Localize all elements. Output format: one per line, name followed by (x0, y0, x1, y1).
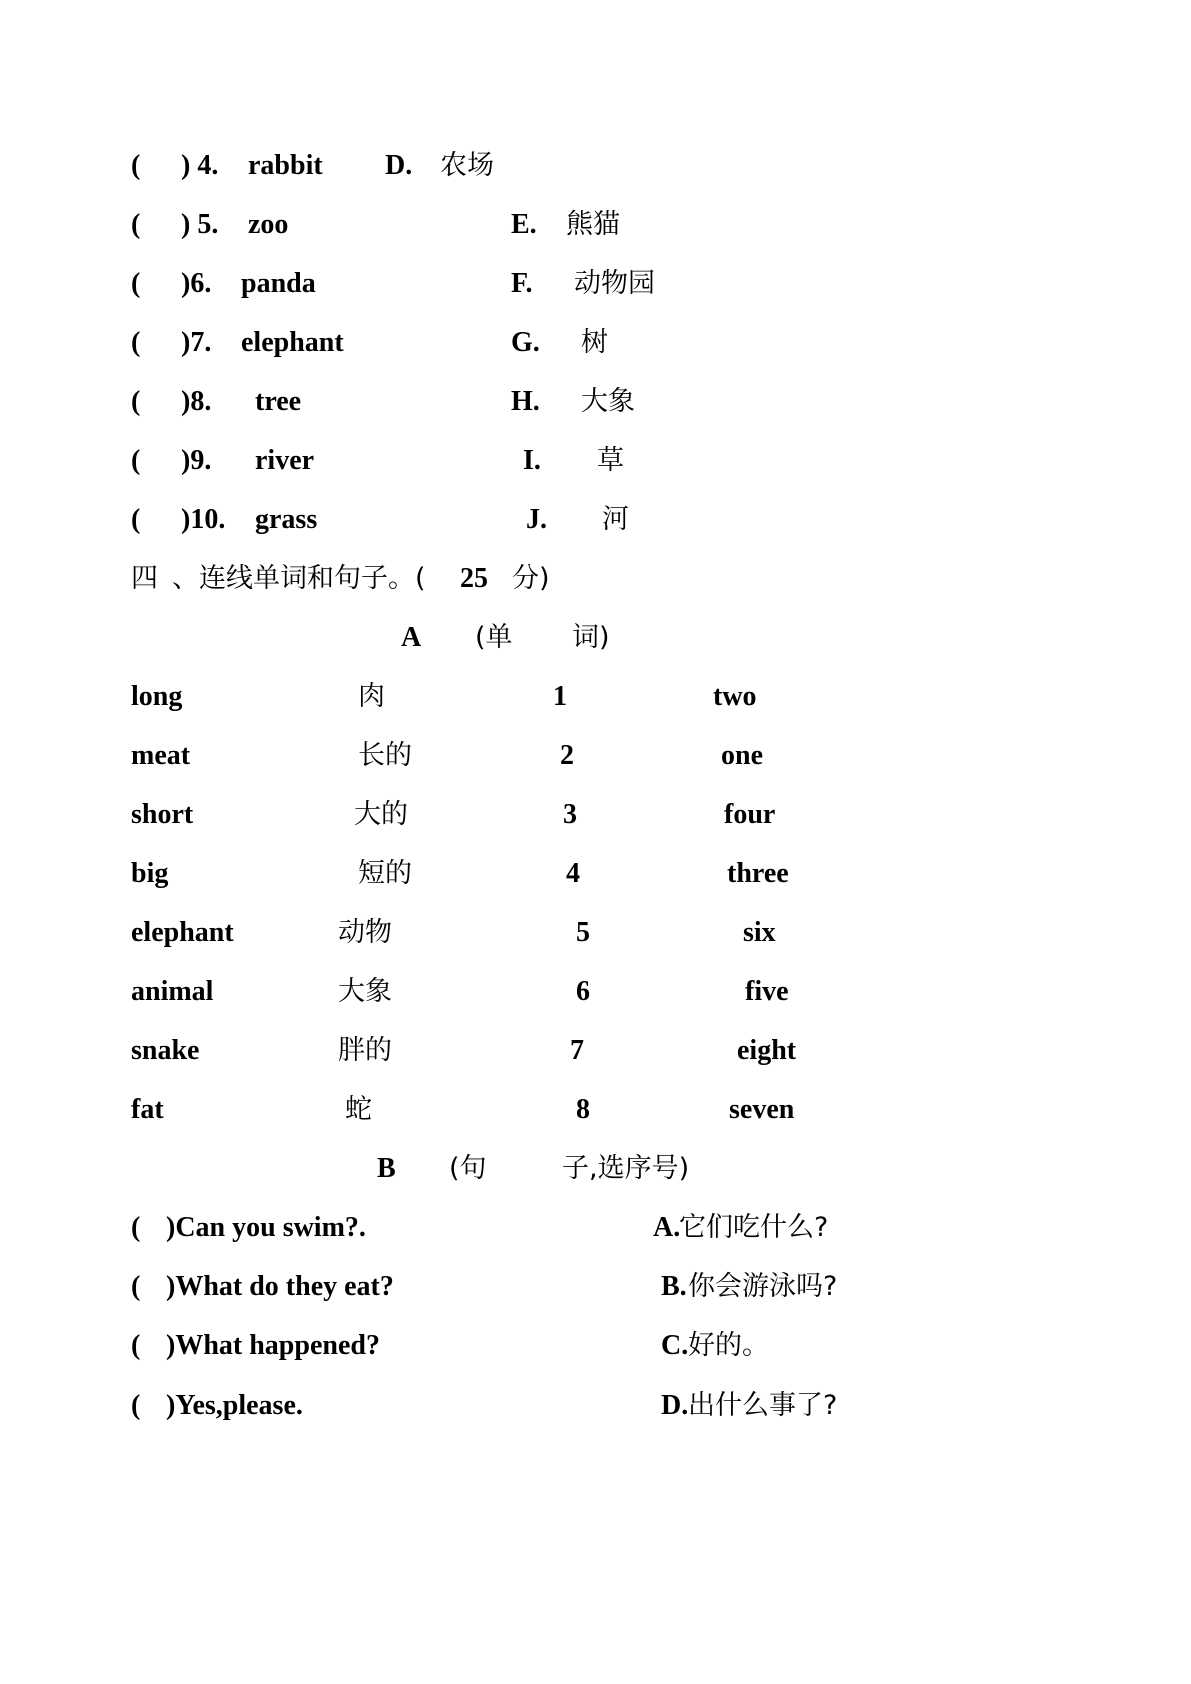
number-digit: 2 (560, 740, 574, 771)
option-letter: A. (653, 1212, 681, 1243)
option-letter: E. (511, 209, 537, 240)
answer-paren: ( (131, 268, 141, 299)
option-letter: G. (511, 327, 540, 358)
item-number: ) 4. (181, 150, 219, 181)
part-letter: B (377, 1153, 396, 1184)
item-number: )6. (181, 268, 212, 299)
section-title: 、连线单词和句子。( (172, 563, 426, 594)
answer-paren: ( (131, 327, 141, 358)
item-number: )10. (181, 504, 226, 535)
item-number: )9. (181, 445, 212, 476)
answer-paren: ( (131, 386, 141, 417)
number-digit: 4 (566, 858, 580, 889)
option-meaning: 草 (597, 445, 624, 476)
section-points-unit: 分) (512, 563, 550, 594)
part-letter: A (401, 622, 422, 653)
english-word: short (131, 799, 194, 830)
sentence-text: )What do they eat? (166, 1271, 394, 1302)
option-letter: D. (661, 1390, 689, 1421)
section-points: 25 (460, 563, 488, 594)
number-digit: 3 (563, 799, 577, 830)
english-word: fat (131, 1094, 164, 1125)
part-title-open: (单 (475, 622, 513, 653)
number-digit: 7 (570, 1035, 584, 1066)
number-word: eight (737, 1035, 797, 1066)
option-meaning: 大象 (581, 386, 635, 417)
item-word: river (255, 445, 315, 476)
item-word: tree (255, 386, 302, 417)
option-letter: J. (526, 504, 547, 535)
english-word: animal (131, 976, 214, 1007)
chinese-word: 长的 (358, 740, 412, 771)
item-word: rabbit (248, 150, 323, 181)
option-letter: H. (511, 386, 540, 417)
answer-paren: ( (131, 1390, 141, 1421)
option-meaning: 河 (602, 504, 629, 535)
answer-paren: ( (131, 1212, 141, 1243)
answer-paren: ( (131, 209, 141, 240)
number-digit: 1 (553, 681, 567, 712)
number-word: seven (729, 1094, 795, 1125)
sentence-text: )Yes,please. (166, 1390, 303, 1421)
option-text: 你会游泳吗? (688, 1271, 838, 1302)
chinese-word: 胖的 (338, 1035, 392, 1066)
english-word: big (131, 858, 169, 889)
number-digit: 8 (576, 1094, 590, 1125)
option-letter: B. (661, 1271, 687, 1302)
chinese-word: 大的 (354, 799, 408, 830)
answer-paren: ( (131, 1271, 141, 1302)
number-digit: 5 (576, 917, 590, 948)
number-digit: 6 (576, 976, 590, 1007)
option-letter: F. (511, 268, 533, 299)
english-word: snake (131, 1035, 200, 1066)
option-meaning: 树 (581, 327, 608, 358)
option-meaning: 动物园 (574, 268, 655, 299)
item-number: )8. (181, 386, 212, 417)
option-text: 好的。 (688, 1330, 769, 1361)
chinese-word: 蛇 (345, 1094, 372, 1125)
option-letter: I. (523, 445, 541, 476)
option-meaning: 农场 (440, 150, 494, 181)
number-word: two (713, 681, 757, 712)
number-word: one (721, 740, 763, 771)
item-number: )7. (181, 327, 212, 358)
number-word: five (745, 976, 789, 1007)
answer-paren: ( (131, 504, 141, 535)
option-letter: C. (661, 1330, 689, 1361)
part-title-close: 词) (572, 622, 610, 653)
item-word: elephant (241, 327, 344, 358)
chinese-word: 动物 (338, 917, 392, 948)
item-word: grass (255, 504, 318, 535)
item-word: panda (241, 268, 316, 299)
answer-paren: ( (131, 445, 141, 476)
option-text: 出什么事了? (688, 1390, 838, 1421)
number-word: six (743, 917, 776, 948)
answer-paren: ( (131, 150, 141, 181)
option-meaning: 熊猫 (566, 209, 620, 240)
part-title-close: 子,选序号) (562, 1153, 690, 1184)
item-number: ) 5. (181, 209, 219, 240)
english-word: meat (131, 740, 191, 771)
answer-paren: ( (131, 1330, 141, 1361)
option-text: 它们吃什么? (679, 1212, 829, 1243)
part-title-open: (句 (449, 1153, 487, 1184)
english-word: long (131, 681, 183, 712)
chinese-word: 肉 (358, 681, 385, 712)
section-number: 四 (131, 563, 158, 594)
number-word: three (727, 858, 789, 889)
sentence-text: )Can you swim?. (166, 1212, 366, 1243)
number-word: four (724, 799, 776, 830)
item-word: zoo (248, 209, 289, 240)
sentence-text: )What happened? (166, 1330, 380, 1361)
chinese-word: 大象 (338, 976, 392, 1007)
option-letter: D. (385, 150, 413, 181)
english-word: elephant (131, 917, 234, 948)
chinese-word: 短的 (358, 858, 412, 889)
